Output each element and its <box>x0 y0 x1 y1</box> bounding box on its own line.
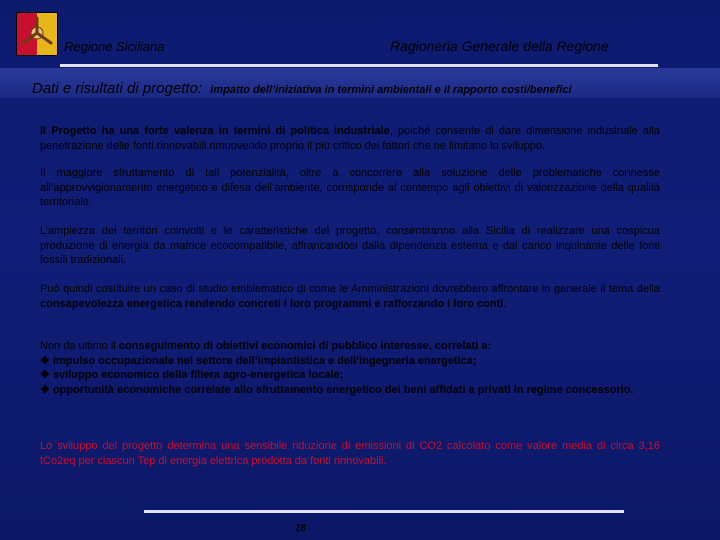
bullet-item <box>40 383 660 398</box>
p4-bold: consapevolezza energetica rendendo concreti i loro programmi e rafforzando i loro conti <box>40 297 504 310</box>
bullet-text: sviluppo economico della filiera agro-energetica locale; <box>52 369 344 382</box>
bullet-text: impulso occupazionale nel settore dell’impiantistica e dell’ingegneria energetica; <box>52 354 477 367</box>
department-name: Ragioneria Generale della Regione <box>390 38 609 54</box>
p1-bold: Il Progetto ha una forte valenza in termini di politica industriale <box>40 125 390 137</box>
trinacria-logo-icon <box>16 12 58 56</box>
slide-title-subtitle: impatto dell’iniziativa in termini ambientali e il rapporto costi/benefici <box>210 84 572 96</box>
p5-start: Non da ultimo il <box>40 340 119 352</box>
region-name: Regione Siciliana <box>64 39 165 54</box>
footer-divider <box>144 510 624 513</box>
page-number: 28 <box>295 522 306 534</box>
bullet-item <box>40 354 660 369</box>
bullet-diamond-icon: ❖ <box>40 354 50 367</box>
p5-end: , correlati a: <box>428 340 492 352</box>
p4-start: Può quindi costituire un caso di studio emblematico di come le Amministrazioni dovrebbero affrontare in generale il tema della <box>40 283 660 295</box>
paragraph-territorial-quality: Il maggiore sfruttamento di tali potenzialità, oltre a concorrere alla soluzione delle problematiche connesse all’approvvigionamento energetico e difesa dell’ambiente, corrisponde al contempo agli obiettivi di valorizzazione della qualità territoriale. <box>40 167 660 209</box>
p5-intro <box>40 339 660 354</box>
p4-end: . <box>503 297 507 310</box>
paragraph-case-study <box>40 282 660 311</box>
header-divider <box>60 64 658 67</box>
paragraph-production: L’ampiezza dei territori coinvolti e le caratteristiche del progetto, consentiranno alla Sicilia di realizzare una cospicua produzione di energia da matrice ecocompatibile, affrancandosi dalla dipendenza esterna e dal carico inquinante delle fonti fossili tradizionali. <box>40 225 660 267</box>
bullet-text: opportunità economiche correlate allo sfruttamento energetico dei beni affidati a privati in regime concessorio. <box>52 383 634 396</box>
slide-title-main: Dati e risultati di progetto: <box>32 80 203 97</box>
p5-bold: conseguimento di obiettivi economici di pubblico interesse <box>118 340 429 352</box>
slide-title <box>32 80 572 97</box>
paragraph-emissions: Lo sviluppo del progetto determina una sensibile riduzione di emissioni di CO2 calcolato come valore media di circa 3,16 tCo2eq per ciascun Tep di energia elettrica prodotta da fonti rinnovabili. <box>40 440 660 467</box>
paragraph-industrial-policy <box>40 124 660 153</box>
paragraph-economic-objectives <box>40 339 660 397</box>
bullet-diamond-icon: ❖ <box>40 383 50 396</box>
p1-text: , poiché consente di dare dimensione industriale alla penetrazione delle fonti rinnovabili rimuovendo proprio il più critico dei fattori che ne limitano lo sviluppo. <box>40 125 660 152</box>
bullet-item <box>40 368 660 383</box>
bullet-diamond-icon: ❖ <box>40 369 50 382</box>
